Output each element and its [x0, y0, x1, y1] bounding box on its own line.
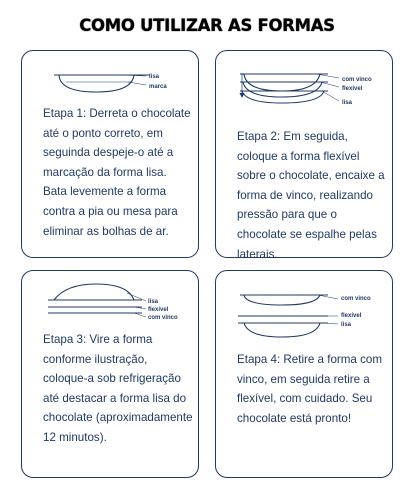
label-flexivel: flexível	[341, 313, 362, 319]
step-3-diagram	[22, 271, 200, 331]
step-2-text: Etapa 2: Em seguida, coloque a forma flexível sobre o chocolate, encaixe a forma de vinco, realizando pressão para que o chocolate se espalhe pelas laterais.	[237, 130, 385, 261]
label-marca: marca	[149, 84, 167, 90]
step-4-diagram	[216, 271, 394, 341]
label-com-vinco: com vinco	[341, 296, 371, 302]
step-2-card	[215, 50, 393, 261]
label-flexivel: flexível	[148, 307, 169, 313]
step-1-diagram	[22, 51, 200, 111]
page-title: COMO UTILIZAR AS FORMAS	[79, 16, 335, 35]
step-1-text: Etapa 1: Derreta o chocolate até o ponto correto, em seguinda despeje-o até a marcação da forma lisa. Bata levemente a forma contra a pia ou mesa para eliminar as bolhas de ar.	[43, 107, 191, 238]
step-3-text: Etapa 3: Vire a forma conforme ilustração, coloque-a sob refrigeração até destacar a forma lisa do chocolate (aproximadamente 12 minutos).	[43, 333, 193, 444]
label-flexivel: flexível	[342, 86, 363, 92]
label-lisa: lisa	[148, 299, 159, 305]
label-com-vinco: com vinco	[148, 315, 178, 321]
label-lisa: lisa	[149, 74, 160, 80]
step-4-text: Etapa 4: Retire a forma com vinco, em seguida retire a flexível, com cuidado. Seu chocolate está pronto!	[237, 353, 382, 425]
label-com-vinco: com vinco	[342, 77, 372, 83]
step-1-card	[21, 50, 199, 258]
step-3-card	[21, 270, 199, 478]
step-4-card	[215, 270, 393, 478]
chocolate-fill	[59, 75, 134, 92]
label-lisa: lisa	[341, 322, 352, 328]
label-lisa: lisa	[342, 100, 353, 106]
step-2-diagram	[216, 51, 394, 111]
